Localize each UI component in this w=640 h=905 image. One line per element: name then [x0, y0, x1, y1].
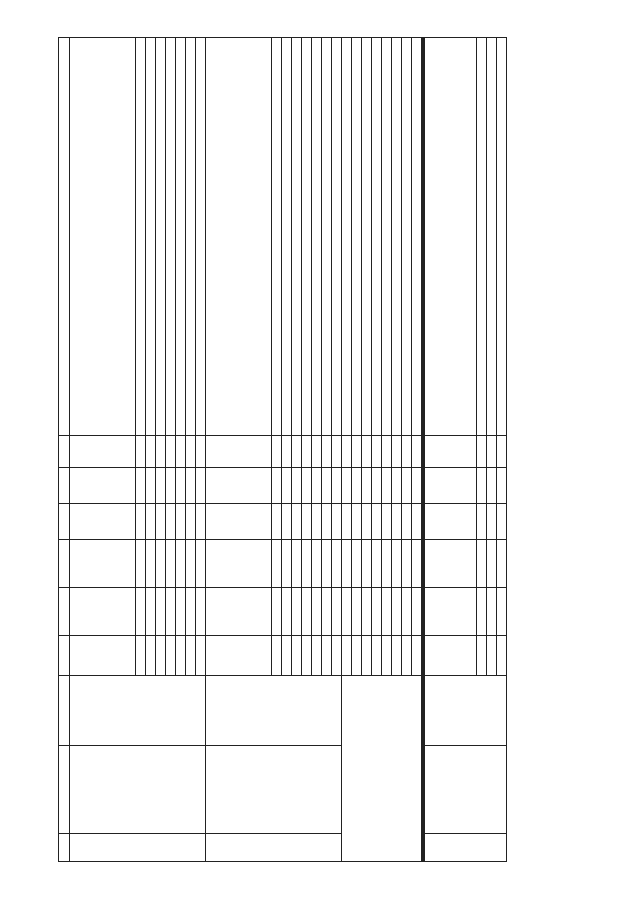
value-cell [272, 504, 282, 540]
value-cell [382, 588, 392, 636]
year-cell [487, 636, 497, 676]
value-cell [412, 468, 422, 504]
value-cell [186, 504, 196, 540]
value-cell [392, 468, 402, 504]
value-cell [146, 468, 156, 504]
value-cell [166, 540, 176, 588]
value-cell [272, 540, 282, 588]
value-cell [156, 436, 166, 468]
value-cell [136, 38, 146, 436]
value-cell [497, 468, 507, 504]
year-cell [392, 636, 402, 676]
item-executor [425, 676, 507, 746]
value-cell [312, 436, 322, 468]
value-cell [302, 540, 312, 588]
year-cell [156, 636, 166, 676]
value-cell [196, 540, 206, 588]
indicator-cell [372, 38, 382, 436]
value-cell [342, 504, 352, 540]
value-cell [322, 468, 332, 504]
item-name [206, 746, 342, 834]
column-number [59, 540, 70, 588]
value-cell [272, 588, 282, 636]
value-cell [477, 468, 487, 504]
value-cell [372, 436, 382, 468]
value-cell [272, 468, 282, 504]
value-cell [487, 468, 497, 504]
value-cell [392, 436, 402, 468]
year-cell [292, 636, 302, 676]
value-cell [312, 540, 322, 588]
value-cell [70, 436, 136, 468]
value-cell [196, 468, 206, 504]
value-cell [372, 504, 382, 540]
value-cell [136, 468, 146, 504]
value-cell [352, 504, 362, 540]
value-cell [487, 588, 497, 636]
year-cell [402, 636, 412, 676]
value-cell [425, 436, 477, 468]
year-cell [146, 636, 156, 676]
value-cell [176, 588, 186, 636]
value-cell [487, 504, 497, 540]
value-cell [176, 38, 186, 436]
value-cell [176, 540, 186, 588]
value-cell [497, 588, 507, 636]
value-cell [352, 468, 362, 504]
table-row [206, 38, 272, 862]
value-cell [497, 540, 507, 588]
indicator-name [425, 38, 477, 436]
indicator-name [206, 38, 272, 436]
value-cell [302, 38, 312, 436]
value-cell [342, 540, 352, 588]
year-cell [70, 636, 136, 676]
value-cell [272, 436, 282, 468]
value-cell [196, 436, 206, 468]
value-cell [487, 540, 497, 588]
value-cell [372, 588, 382, 636]
column-number [59, 746, 70, 834]
program-table [58, 37, 507, 862]
value-cell [362, 468, 372, 504]
year-cell [166, 636, 176, 676]
value-cell [302, 436, 312, 468]
column-number [59, 468, 70, 504]
value-cell [146, 588, 156, 636]
value-cell [196, 38, 206, 436]
value-cell [186, 540, 196, 588]
value-cell [342, 468, 352, 504]
value-cell [272, 38, 282, 436]
column-number [59, 636, 70, 676]
year-cell [186, 636, 196, 676]
value-cell [362, 588, 372, 636]
year-cell [425, 636, 477, 676]
value-cell [342, 588, 352, 636]
value-cell [382, 504, 392, 540]
value-cell [206, 504, 272, 540]
column-number [59, 436, 70, 468]
item-number [425, 834, 507, 862]
value-cell [312, 38, 322, 436]
value-cell [186, 588, 196, 636]
value-cell [352, 588, 362, 636]
subtotal-row [342, 38, 352, 862]
value-cell [302, 468, 312, 504]
rotated-table-container [58, 38, 606, 862]
year-cell [352, 636, 362, 676]
value-cell [292, 38, 302, 436]
value-cell [425, 588, 477, 636]
value-cell [70, 504, 136, 540]
year-cell [332, 636, 342, 676]
value-cell [322, 504, 332, 540]
value-cell [166, 468, 176, 504]
indicator-name [70, 38, 136, 436]
value-cell [412, 540, 422, 588]
year-cell [477, 636, 487, 676]
value-cell [206, 436, 272, 468]
value-cell [136, 588, 146, 636]
value-cell [497, 436, 507, 468]
item-executor [70, 676, 206, 746]
value-cell [206, 468, 272, 504]
value-cell [322, 436, 332, 468]
value-cell [156, 588, 166, 636]
year-cell [412, 636, 422, 676]
item-name [425, 746, 507, 834]
value-cell [156, 540, 166, 588]
value-cell [136, 504, 146, 540]
item-number [70, 834, 206, 862]
value-cell [362, 540, 372, 588]
value-cell [292, 504, 302, 540]
value-cell [412, 588, 422, 636]
value-cell [176, 436, 186, 468]
year-cell [362, 636, 372, 676]
item-name [70, 746, 206, 834]
column-number [59, 504, 70, 540]
value-cell [497, 38, 507, 436]
column-number [59, 588, 70, 636]
value-cell [372, 468, 382, 504]
value-cell [146, 436, 156, 468]
column-number [59, 676, 70, 746]
value-cell [166, 38, 176, 436]
value-cell [196, 588, 206, 636]
year-cell [196, 636, 206, 676]
value-cell [477, 540, 487, 588]
value-cell [497, 504, 507, 540]
indicator-cell [342, 38, 352, 436]
value-cell [342, 436, 352, 468]
value-cell [166, 504, 176, 540]
value-cell [487, 436, 497, 468]
value-cell [292, 436, 302, 468]
value-cell [292, 468, 302, 504]
value-cell [332, 504, 342, 540]
value-cell [382, 436, 392, 468]
year-cell [322, 636, 332, 676]
value-cell [302, 588, 312, 636]
value-cell [282, 468, 292, 504]
value-cell [186, 436, 196, 468]
value-cell [312, 468, 322, 504]
value-cell [206, 588, 272, 636]
value-cell [477, 588, 487, 636]
value-cell [282, 436, 292, 468]
year-cell [206, 636, 272, 676]
value-cell [146, 540, 156, 588]
indicator-cell [412, 38, 422, 436]
year-cell [342, 636, 352, 676]
value-cell [332, 588, 342, 636]
value-cell [322, 540, 332, 588]
value-cell [392, 504, 402, 540]
value-cell [412, 436, 422, 468]
year-cell [372, 636, 382, 676]
value-cell [362, 504, 372, 540]
value-cell [477, 504, 487, 540]
year-cell [282, 636, 292, 676]
value-cell [382, 540, 392, 588]
value-cell [402, 504, 412, 540]
value-cell [402, 588, 412, 636]
value-cell [146, 504, 156, 540]
item-executor [206, 676, 342, 746]
value-cell [292, 588, 302, 636]
value-cell [312, 588, 322, 636]
value-cell [136, 540, 146, 588]
value-cell [425, 468, 477, 504]
value-cell [382, 468, 392, 504]
indicator-cell [352, 38, 362, 436]
table-row [425, 38, 477, 862]
year-cell [302, 636, 312, 676]
value-cell [176, 468, 186, 504]
indicator-cell [402, 38, 412, 436]
value-cell [352, 436, 362, 468]
value-cell [332, 540, 342, 588]
value-cell [362, 436, 372, 468]
value-cell [136, 436, 146, 468]
value-cell [70, 540, 136, 588]
year-cell [382, 636, 392, 676]
indicator-cell [392, 38, 402, 436]
value-cell [425, 540, 477, 588]
value-cell [477, 38, 487, 436]
value-cell [156, 38, 166, 436]
value-cell [166, 436, 176, 468]
value-cell [146, 38, 156, 436]
value-cell [412, 504, 422, 540]
value-cell [196, 504, 206, 540]
value-cell [70, 588, 136, 636]
indicator-cell [382, 38, 392, 436]
value-cell [402, 540, 412, 588]
value-cell [322, 38, 332, 436]
value-cell [402, 468, 412, 504]
value-cell [302, 504, 312, 540]
value-cell [372, 540, 382, 588]
value-cell [487, 38, 497, 436]
value-cell [322, 588, 332, 636]
year-cell [176, 636, 186, 676]
subtotal-label [342, 676, 422, 862]
value-cell [176, 504, 186, 540]
value-cell [352, 540, 362, 588]
value-cell [392, 588, 402, 636]
value-cell [402, 436, 412, 468]
year-cell [136, 636, 146, 676]
column-number [59, 38, 70, 436]
value-cell [186, 38, 196, 436]
value-cell [292, 540, 302, 588]
column-number [59, 834, 70, 862]
value-cell [312, 504, 322, 540]
value-cell [332, 468, 342, 504]
value-cell [282, 504, 292, 540]
value-cell [70, 468, 136, 504]
table-row [70, 38, 136, 862]
value-cell [332, 436, 342, 468]
indicator-cell [362, 38, 372, 436]
header-row [59, 38, 70, 862]
value-cell [332, 38, 342, 436]
value-cell [156, 504, 166, 540]
value-cell [156, 468, 166, 504]
value-cell [282, 38, 292, 436]
value-cell [425, 504, 477, 540]
value-cell [206, 540, 272, 588]
year-cell [312, 636, 322, 676]
value-cell [392, 540, 402, 588]
value-cell [477, 436, 487, 468]
year-cell [272, 636, 282, 676]
value-cell [186, 468, 196, 504]
year-cell [497, 636, 507, 676]
item-number [206, 834, 342, 862]
value-cell [282, 540, 292, 588]
value-cell [282, 588, 292, 636]
value-cell [166, 588, 176, 636]
